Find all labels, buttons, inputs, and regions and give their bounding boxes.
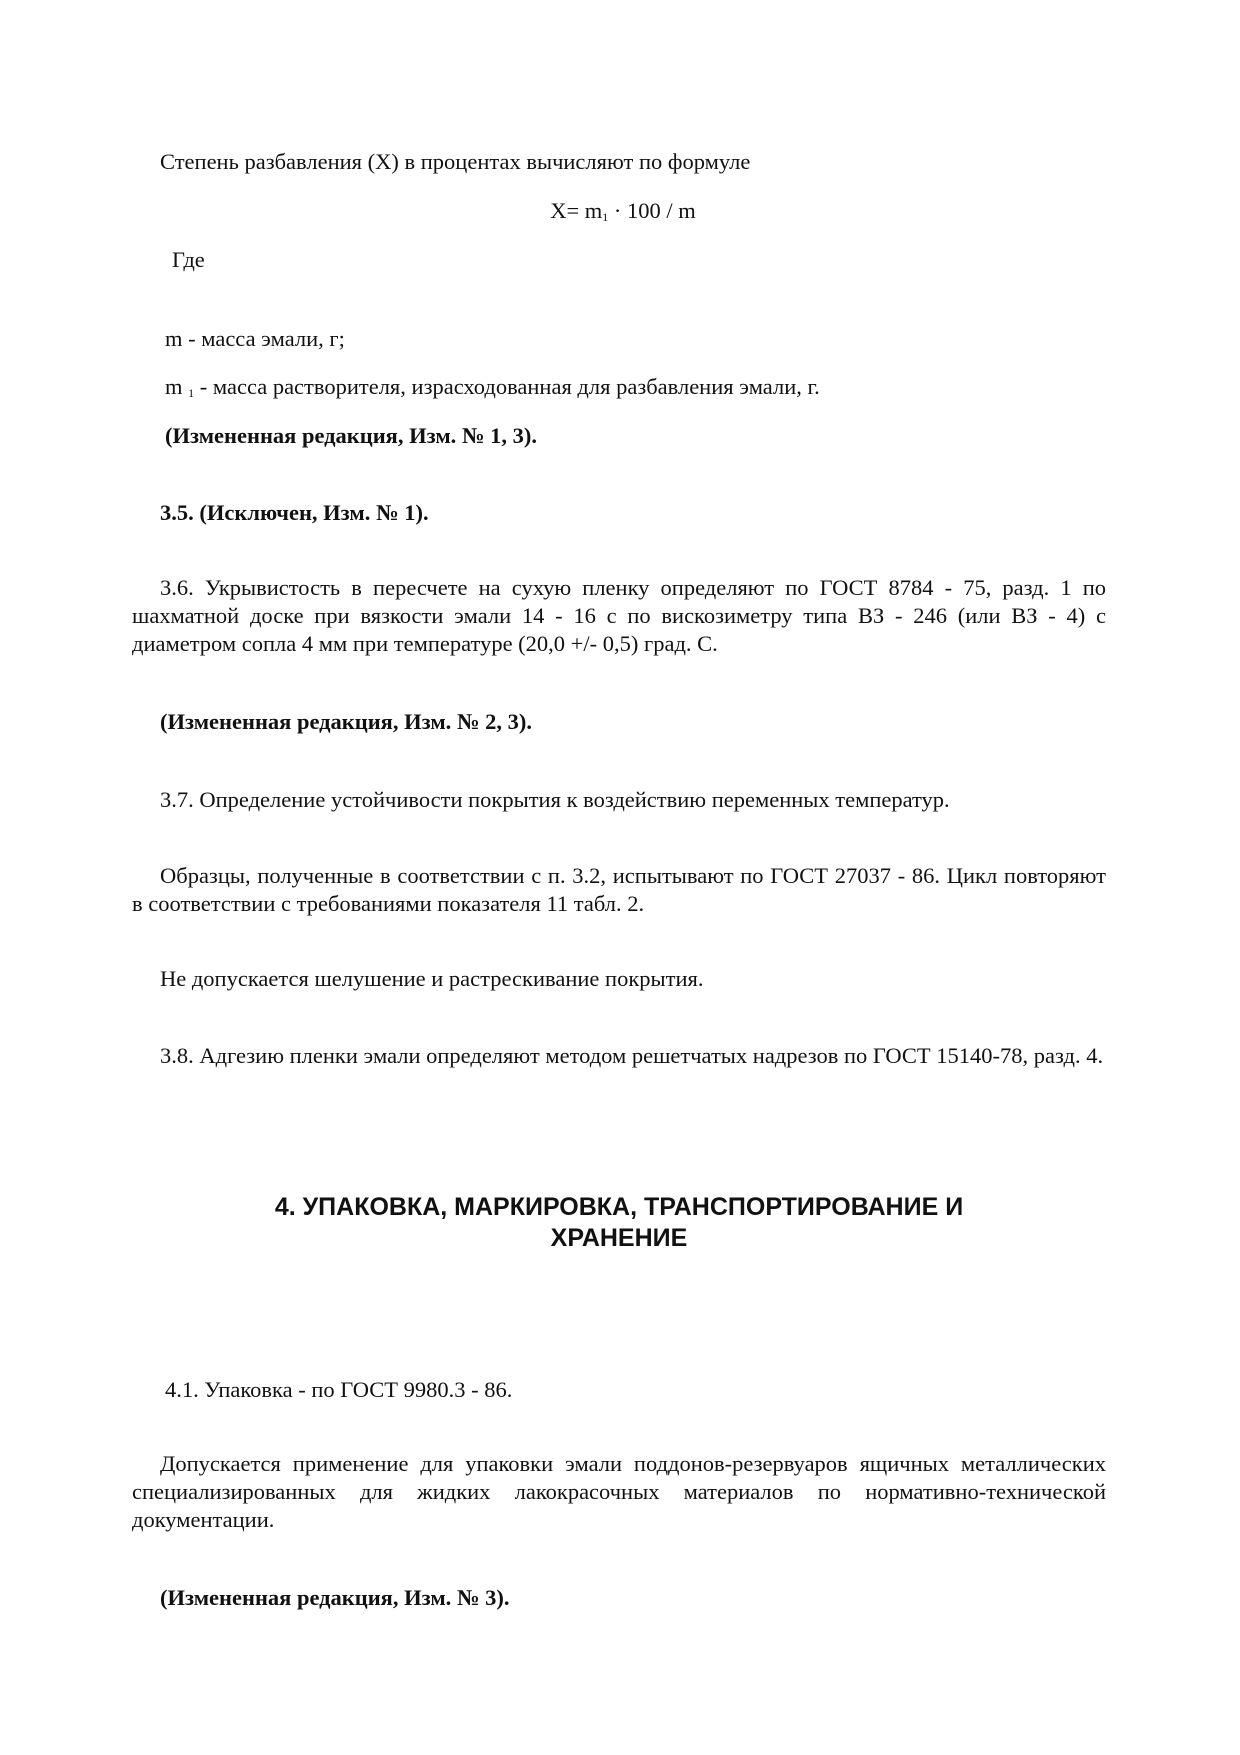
- amendment-note-3: (Измененная редакция, Изм. № 3).: [160, 1585, 510, 1610]
- amendment-note-1-3: (Измененная редакция, Изм. № 1, 3).: [165, 423, 538, 448]
- definition-m: m - масса эмали, г;: [165, 326, 345, 351]
- clause-3-8: 3.8. Адгезию пленки эмали определяют методом решетчатых надрезов по ГОСТ 15140-78, разд. 4.: [160, 1043, 1104, 1068]
- definition-m1: [165, 373, 820, 407]
- section-4-heading-line-1: 4. УПАКОВКА, МАРКИРОВКА, ТРАНСПОРТИРОВАНИЕ И: [274, 1193, 964, 1221]
- clause-3-7: 3.7. Определение устойчивости покрытия к воздействию переменных температур.: [160, 787, 950, 812]
- clause-4-1: 4.1. Упаковка - по ГОСТ 9980.3 - 86.: [165, 1377, 513, 1402]
- section-4-heading-line-2: ХРАНЕНИЕ: [550, 1224, 688, 1252]
- allowed-packaging-paragraph: Допускается применение для упаковки эмали поддонов-резервуаров ящичных металлических специализированных для жидких лакокрасочных материалов по нормативно-технической документации.: [132, 1451, 1106, 1532]
- definition-m1-text: - масса растворителя, израсходованная для разбавления эмали, г.: [194, 374, 820, 399]
- formula-rhs: · 100 / m: [608, 198, 696, 223]
- clause-3-6: 3.6. Укрывистость в пересчете на сухую пленку определяют по ГОСТ 8784 - 75, разд. 1 по шахматной доске при вязкости эмали 14 - 16 с по вискозиметру типа ВЗ - 246 (или ВЗ - 4) с диаметром сопла 4 мм при температуре (20,0 +/- 0,5) град. С.: [132, 575, 1106, 656]
- formula-lhs: X= m: [550, 198, 603, 223]
- not-allowed-paragraph: Не допускается шелушение и растрескивание покрытия.: [160, 966, 704, 991]
- where-label: Где: [172, 247, 205, 272]
- formula-intro: Степень разбавления (X) в процентах вычисляют по формуле: [160, 149, 751, 174]
- samples-paragraph: Образцы, полученные в соответствии с п. 3.2, испытывают по ГОСТ 27037 - 86. Цикл повторяют в соответствии с требованиями показателя 11 табл. 2.: [132, 863, 1106, 916]
- definition-m1-var: m: [165, 374, 189, 399]
- formula-subscript: 1: [602, 210, 609, 224]
- formula: [200, 197, 1046, 231]
- definition-m1-subscript: 1: [188, 386, 195, 400]
- clause-3-5: 3.5. (Исключен, Изм. № 1).: [160, 500, 429, 525]
- amendment-note-2-3: (Измененная редакция, Изм. № 2, 3).: [160, 709, 533, 734]
